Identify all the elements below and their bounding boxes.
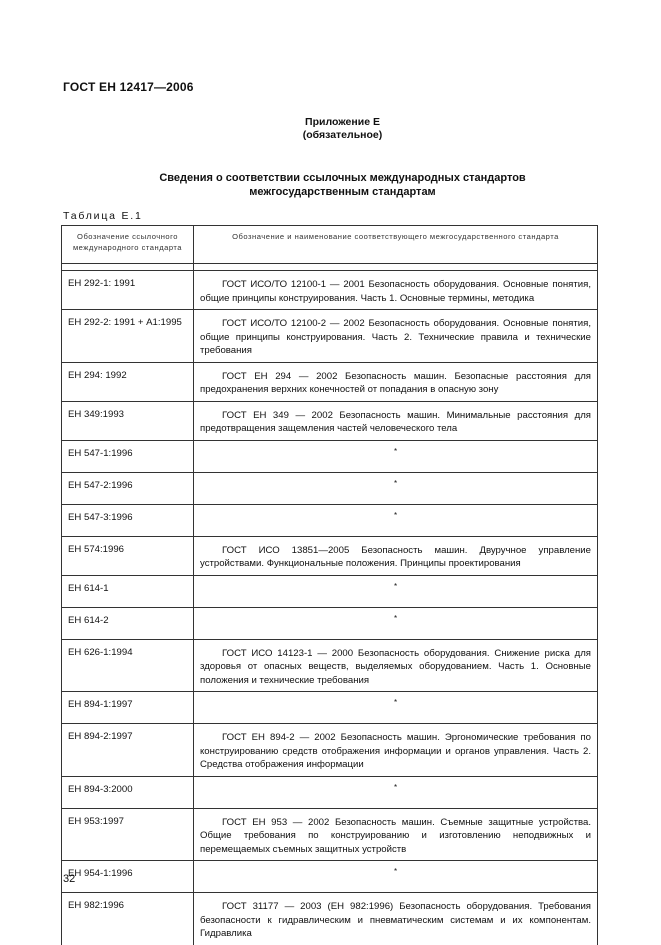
table-header-row [62, 226, 598, 264]
section-heading-line-1: Сведения о соответствии ссылочных международных стандартов [159, 172, 526, 184]
interstate-standard-description [194, 724, 598, 777]
table-row [62, 639, 598, 692]
international-standard-code: ЕН 982:1996 [62, 893, 194, 945]
description-text: ГОСТ ЕН 294 — 2002 Безопасность машин. Безопасные расстояния для предохранения верхних конечностей от попадания в опасную зону [200, 370, 591, 395]
table-row [62, 861, 598, 893]
international-standard-code: ЕН 294: 1992 [62, 362, 194, 401]
table-caption: Таблица Е.1 [63, 210, 143, 222]
table-row [62, 271, 598, 310]
international-standard-code: ЕН 626-1:1994 [62, 639, 194, 692]
description-text: ГОСТ ЕН 894-2 — 2002 Безопасность машин. Эргономические требования по конструированию средств отображения информации и органов управления. Часть 2. Средства отображения информации [200, 732, 591, 770]
international-standard-code: ЕН 547-1:1996 [62, 440, 194, 472]
table-row [62, 440, 598, 472]
international-standard-code: ЕН 547-2:1996 [62, 472, 194, 504]
table-body [62, 264, 598, 945]
international-standard-code: ЕН 894-3:2000 [62, 776, 194, 808]
annex-header [0, 116, 661, 142]
interstate-standard-description [194, 362, 598, 401]
header-international-standard: Обозначение ссылочного международного стандарта [62, 226, 194, 264]
no-equivalent-marker: * [194, 575, 598, 607]
table-row [62, 472, 598, 504]
international-standard-code: ЕН 614-1 [62, 575, 194, 607]
page-number: 32 [63, 873, 76, 885]
no-equivalent-marker: * [194, 440, 598, 472]
description-text: ГОСТ ИСО/ТО 12100-1 — 2001 Безопасность оборудования. Основные понятия, общие принципы конструирования. Часть 1. Основные термины, методика [200, 279, 591, 304]
international-standard-code: ЕН 349:1993 [62, 401, 194, 440]
international-standard-code: ЕН 894-2:1997 [62, 724, 194, 777]
description-text: ГОСТ ЕН 953 — 2002 Безопасность машин. Съемные защитные устройства. Общие требования по конструированию и изготовлению неподвижных и перемещаемых съемных защитных устройств [200, 816, 591, 855]
table-row [62, 536, 598, 575]
interstate-standard-description [194, 808, 598, 861]
table-row [62, 692, 598, 724]
international-standard-code: ЕН 953:1997 [62, 808, 194, 861]
table-row [62, 776, 598, 808]
interstate-standard-description [194, 310, 598, 363]
table-row [62, 607, 598, 639]
table-row [62, 893, 598, 945]
table-row [62, 310, 598, 363]
international-standard-code: ЕН 292-2: 1991 + А1:1995 [62, 310, 194, 363]
international-standard-code: ЕН 547-3:1996 [62, 504, 194, 536]
international-standard-code: ЕН 574:1996 [62, 536, 194, 575]
spacer-cell [62, 264, 194, 271]
section-heading-line-2: межгосударственным стандартам [249, 186, 436, 198]
description-text: ГОСТ ИСО/ТО 12100-2 — 2002 Безопасность оборудования. Основные понятия, общие принципы конструирования. Часть 2. Технические правила и технические требования [200, 318, 591, 356]
international-standard-code: ЕН 954-1:1996 [62, 861, 194, 893]
standards-correspondence-table [61, 225, 598, 945]
interstate-standard-description [194, 639, 598, 692]
international-standard-code: ЕН 292-1: 1991 [62, 271, 194, 310]
no-equivalent-marker: * [194, 504, 598, 536]
table-row [62, 808, 598, 861]
section-heading [0, 171, 661, 199]
description-text: ГОСТ ИСО 14123-1 — 2000 Безопасность оборудования. Снижение риска для здоровья от опасных веществ, выделяемых оборудованием. Часть 1. Основные положения и технические требования [200, 647, 591, 686]
no-equivalent-marker: * [194, 607, 598, 639]
table-row [62, 401, 598, 440]
description-text: ГОСТ 31177 — 2003 (ЕН 982:1996) Безопасность оборудования. Требования безопасности к гидравлическим и пневматическим системам и их компонентам. Гидравлика [200, 901, 591, 939]
no-equivalent-marker: * [194, 776, 598, 808]
interstate-standard-description [194, 893, 598, 945]
table-row [62, 724, 598, 777]
annex-status: (обязательное) [302, 129, 383, 141]
spacer-cell [194, 264, 598, 271]
interstate-standard-description [194, 401, 598, 440]
document-code: ГОСТ ЕН 12417—2006 [63, 80, 194, 94]
header-interstate-standard: Обозначение и наименование соответствующего межгосударственного стандарта [194, 226, 598, 264]
description-text: ГОСТ ИСО 13851—2005 Безопасность машин. Двуручное управление устройствами. Функциональные положения. Принципы проектирования [200, 544, 591, 569]
table-row [62, 504, 598, 536]
table-row [62, 362, 598, 401]
annex-title: Приложение Е [305, 116, 380, 128]
interstate-standard-description [194, 536, 598, 575]
no-equivalent-marker: * [194, 692, 598, 724]
description-text: ГОСТ ЕН 349 — 2002 Безопасность машин. Минимальные расстояния для предотвращения защемления частей человеческого тела [200, 409, 591, 434]
no-equivalent-marker: * [194, 861, 598, 893]
table-header-spacer-row [62, 264, 598, 271]
international-standard-code: ЕН 894-1:1997 [62, 692, 194, 724]
interstate-standard-description [194, 271, 598, 310]
no-equivalent-marker: * [194, 472, 598, 504]
international-standard-code: ЕН 614-2 [62, 607, 194, 639]
table-row [62, 575, 598, 607]
